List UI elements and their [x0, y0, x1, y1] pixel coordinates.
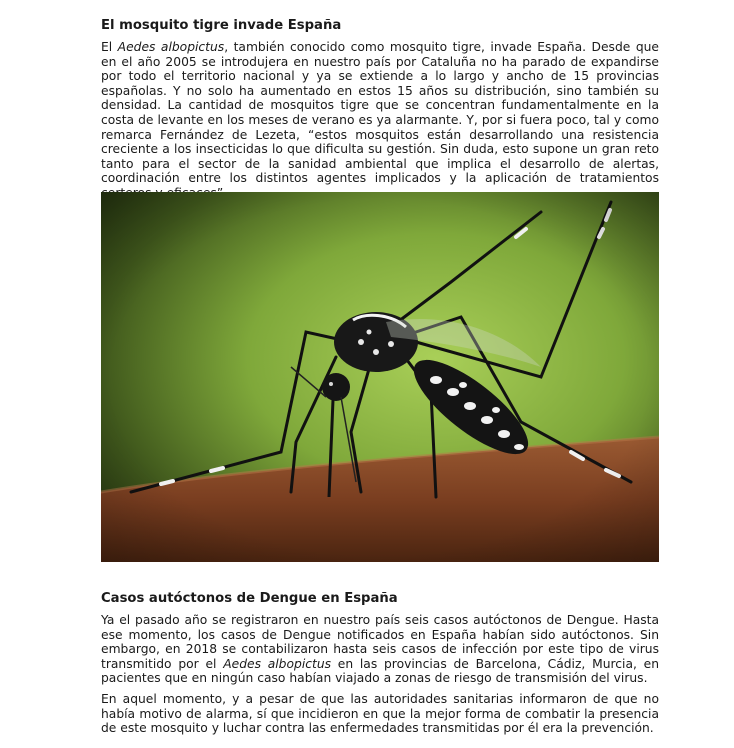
para-text: El	[101, 40, 118, 54]
section-heading-dengue: Casos autóctonos de Dengue en España	[101, 591, 398, 606]
species-name: Aedes albopictus	[223, 656, 332, 671]
para-text: , también conocido como mosquito tigre, invade España. Desde que en el año 2005 se introdujera en nuestro país por Cataluña no ha parado de expandirse por todo el territorio nacional y ya se extiende a lo largo y ancho de 15 provincias españolas. Y no solo ha aumentado en estos 15 años su distribución, sino también su densidad. La cantidad de mosquitos tigre que se concentran fundamentalmente en la costa de levante en los meses de verano es ya alarmante. Y, por si fuera poco, tal y como remarca Fernández de Lezeta, “estos mosquitos están desarrollando una resistencia creciente a los insecticidas lo que dificulta su gestión. Sin duda, esto supone un gran reto tanto para el sector de la sanidad ambiental que implica el desarrollo de alertas, coordinación entre los distintos agentes implicados y la aplicación de tratamientos	[101, 40, 659, 186]
section-paragraph-intro	[101, 40, 659, 201]
species-name: Aedes albopictus	[117, 40, 225, 54]
section-heading-mosquito-tigre: El mosquito tigre invade España	[101, 18, 342, 33]
section-paragraph-prevention: En aquel momento, y a pesar de que las autoridades sanitarias informaron de que no había motivo de alarma, sí que incidieron en que la mejor forma de combatir la presencia de este mosquito y luchar contra las enfermedades transmitidas por él era la prevención.	[101, 692, 659, 736]
para-text: en las provincias de Barcelona, Cádiz, Murcia, en pacientes que en ningún caso habían viajado a zonas de riesgo de transmisión del virus.	[101, 656, 660, 686]
section-paragraph-dengue-cases	[101, 613, 659, 686]
mosquito-photo	[101, 192, 659, 562]
para-text: Ya el pasado año se registraron en nuestro país seis casos autóctonos de Dengue. Hasta ese momento, los casos de Dengue notificados en España habían sido autóctonos. Sin embargo, en 2018 se contabilizaron hasta seis casos de infección por este tipo de virus transmitido por el	[101, 613, 659, 671]
